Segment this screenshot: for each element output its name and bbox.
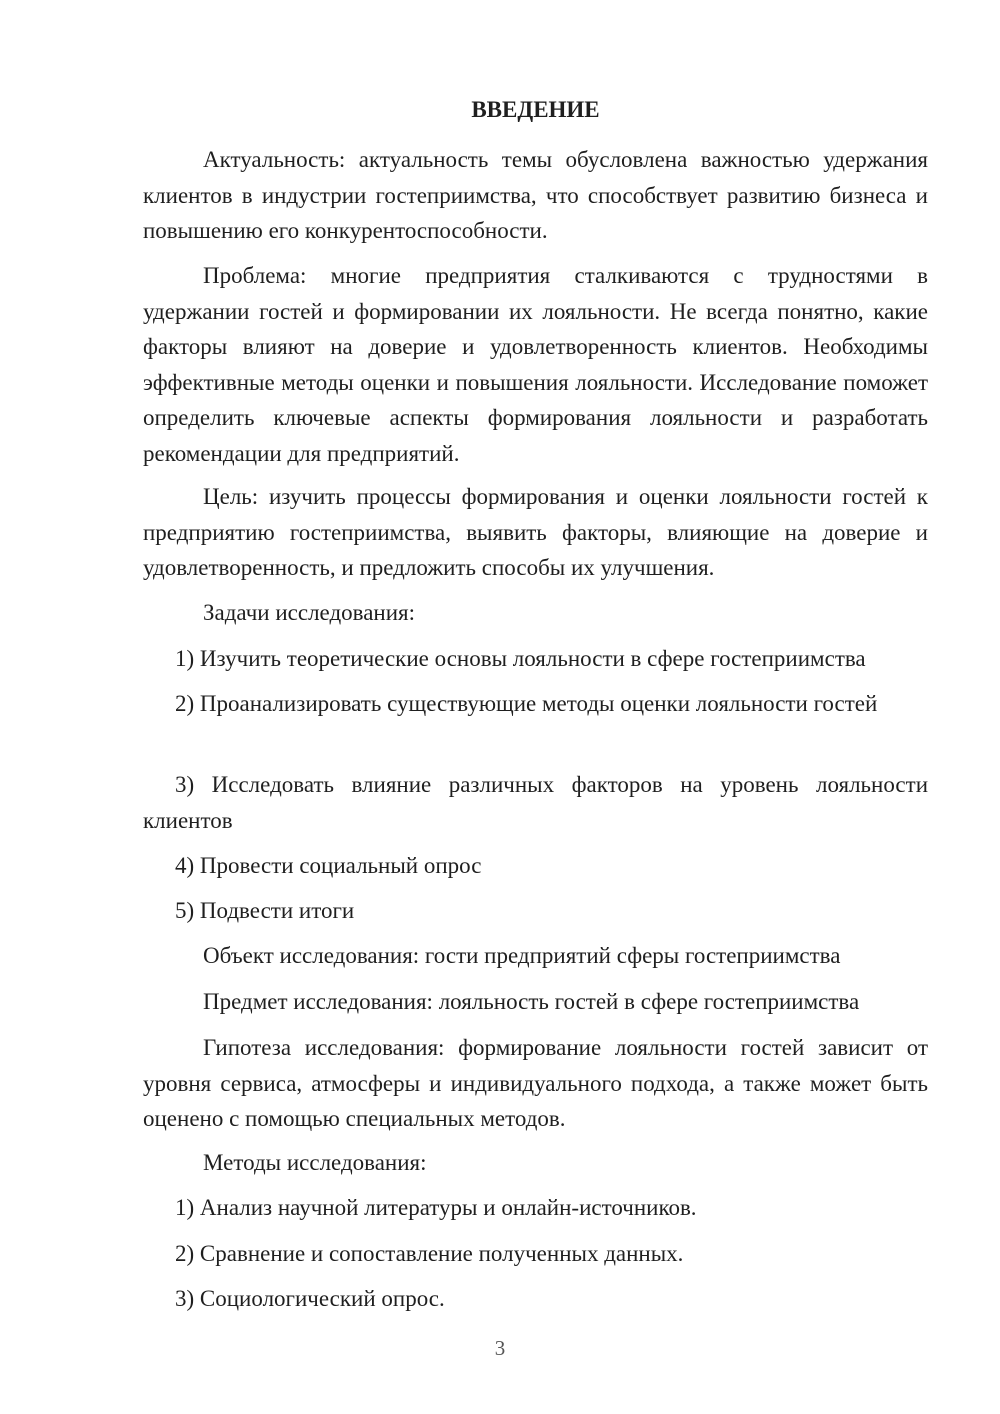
methods-title: Методы исследования: bbox=[203, 1150, 427, 1175]
task-item: 1) Изучить теоретические основы лояльности в сфере гостеприимства bbox=[175, 646, 866, 671]
section-heading: ВВЕДЕНИЕ bbox=[471, 97, 600, 122]
task-item: 4) Провести социальный опрос bbox=[175, 853, 482, 878]
subject-paragraph: Предмет исследования: лояльность гостей в сфере гостеприимства bbox=[203, 989, 860, 1014]
method-item: 2) Сравнение и сопоставление полученных данных. bbox=[175, 1241, 684, 1266]
hypothesis-paragraph: Гипотеза исследования: формирование лояльности гостей зависит от уровня сервиса, атмосферы и индивидуального подхода, а также может быть оценено с помощью специальных методов. bbox=[143, 1035, 928, 1131]
goal-paragraph: Цель: изучить процессы формирования и оценки лояльности гостей к предприятию гостеприимства, выявить факторы, влияющие на доверие и удовлетворенность, и предложить способы их улучшения. bbox=[143, 484, 928, 580]
task-item: 3) Исследовать влияние различных факторов на уровень лояльности клиентов bbox=[143, 772, 928, 833]
relevance-paragraph: Актуальность: актуальность темы обусловлена важностью удержания клиентов в индустрии гостеприимства, что способствует развитию бизнеса и повышению его конкурентоспособности. bbox=[143, 147, 928, 243]
page-number: 3 bbox=[494, 1336, 506, 1360]
task-item: 2) Проанализировать существующие методы оценки лояльности гостей bbox=[175, 691, 878, 716]
problem-paragraph: Проблема: многие предприятия сталкиваются с трудностями в удержании гостей и формировании их лояльности. Не всегда понятно, какие факторы влияют на доверие и удовлетворенность клиентов. Необходимы эффективные методы оценки и повышения лояльности. Исследование поможет определить ключевые аспекты формирования лояльности и разработать рекомендации для предприятий. bbox=[143, 263, 928, 466]
method-item: 1) Анализ научной литературы и онлайн-источников. bbox=[175, 1195, 697, 1220]
object-paragraph: Объект исследования: гости предприятий сферы гостеприимства bbox=[203, 943, 841, 968]
method-item: 3) Социологический опрос. bbox=[175, 1286, 445, 1311]
task-item: 5) Подвести итоги bbox=[175, 898, 355, 923]
tasks-title: Задачи исследования: bbox=[203, 600, 416, 625]
